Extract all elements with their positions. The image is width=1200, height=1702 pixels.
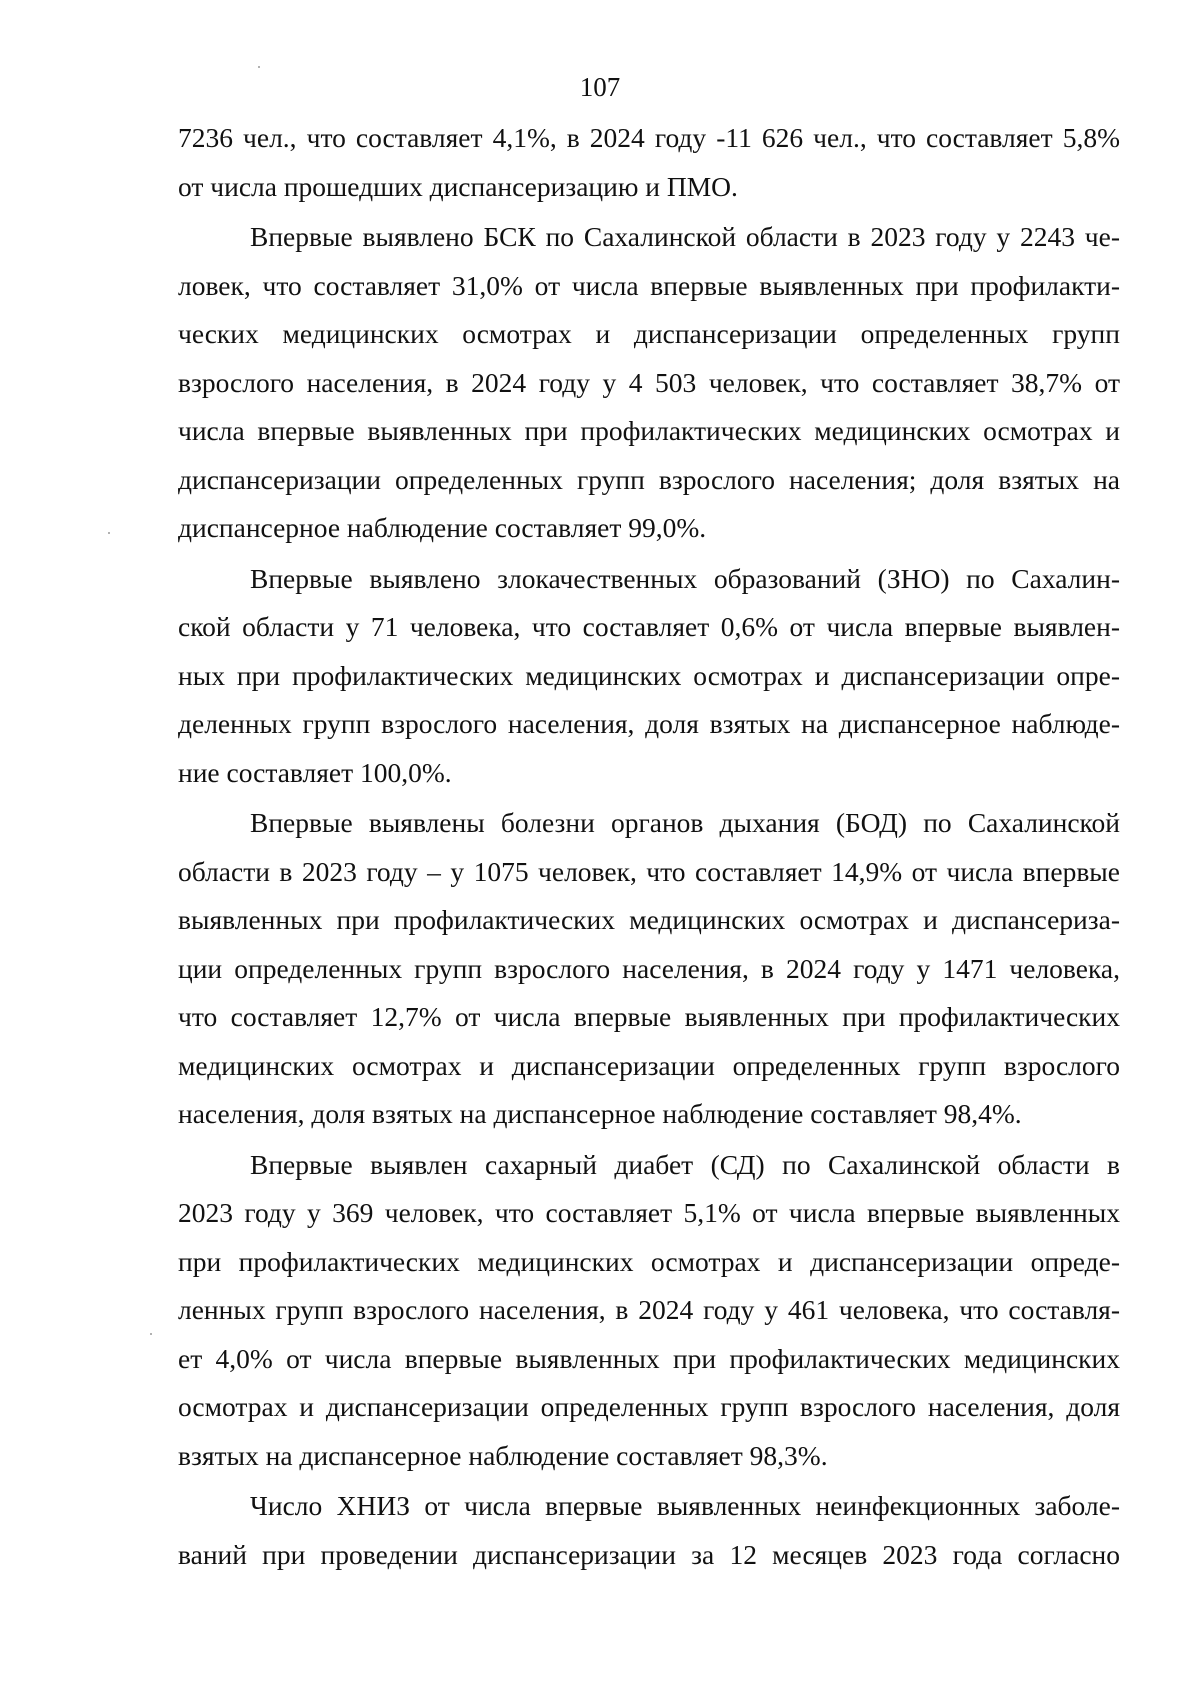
text-line: Число ХНИЗ от числа впервые выявленных неинфекционных заболе-: [250, 1490, 1120, 1521]
text-line: ет 4,0% от числа впервые выявленных при профилактических медицинских: [178, 1342, 1120, 1374]
scan-speck: [258, 66, 260, 68]
text-line: ленных групп взрослого населения, в 2024 году у 461 человека, что составля-: [178, 1294, 1120, 1325]
body-text: [178, 114, 1120, 1579]
text-line: ных при профилактических медицинских осмотрах и диспансеризации опре-: [178, 659, 1120, 691]
text-line: ческих медицинских осмотрах и диспансеризации определенных групп: [178, 318, 1120, 349]
text-line: населения, доля взятых на диспансерное наблюдение составляет 98,4%.: [178, 1098, 1022, 1129]
text-line: от числа прошедших диспансеризацию и ПМО.: [178, 170, 738, 202]
text-line: ской области у 71 человека, что составляет 0,6% от числа впервые выявлен-: [178, 611, 1120, 642]
text-line: ваний при проведении диспансеризации за 12 месяцев 2023 года согласно: [178, 1538, 1120, 1570]
text-line: области в 2023 году – у 1075 человек, что составляет 14,9% от числа впервые: [178, 855, 1120, 887]
scan-speck: [150, 1333, 152, 1335]
text-line: деленных групп взрослого населения, доля взятых на диспансерное наблюде-: [178, 708, 1120, 739]
text-line: взрослого населения, в 2024 году у 4 503 человек, что составляет 38,7% от: [178, 366, 1120, 398]
text-line: ции определенных групп взрослого населения, в 2024 году у 1471 человека,: [178, 952, 1120, 984]
text-line: ние составляет 100,0%.: [178, 756, 452, 788]
text-line: Впервые выявлено БСК по Сахалинской области в 2023 году у 2243 че-: [250, 221, 1120, 252]
scan-speck: [108, 532, 110, 534]
text-line: диспансеризации определенных групп взрослого населения; доля взятых на: [178, 463, 1120, 495]
text-line: числа впервые выявленных при профилактических медицинских осмотрах и: [178, 415, 1120, 446]
text-line: при профилактических медицинских осмотрах и диспансеризации опреде-: [178, 1245, 1120, 1277]
text-line: Впервые выявлено злокачественных образований (ЗНО) по Сахалин-: [250, 562, 1120, 594]
page-number: 107: [579, 72, 621, 102]
text-line: осмотрах и диспансеризации определенных групп взрослого населения, доля: [178, 1391, 1120, 1422]
text-line: диспансерное наблюдение составляет 99,0%.: [178, 512, 707, 543]
text-line: выявленных при профилактических медицинских осмотрах и диспансериза-: [178, 904, 1120, 935]
text-line: ловек, что составляет 31,0% от числа впервые выявленных при профилакти-: [178, 269, 1120, 301]
text-line: Впервые выявлены болезни органов дыхания (БОД) по Сахалинской: [250, 807, 1120, 838]
text-line: 7236 чел., что составляет 4,1%, в 2024 году -11 626 чел., что составляет 5,8%: [178, 122, 1120, 153]
text-line: что составляет 12,7% от числа впервые выявленных при профилактических: [178, 1001, 1120, 1032]
text-line: взятых на диспансерное наблюдение составляет 98,3%.: [178, 1439, 828, 1471]
text-line: 2023 году у 369 человек, что составляет 5,1% от числа впервые выявленных: [178, 1197, 1120, 1228]
text-line: медицинских осмотрах и диспансеризации определенных групп взрослого: [178, 1049, 1120, 1081]
text-line: Впервые выявлен сахарный диабет (СД) по Сахалинской области в: [250, 1148, 1120, 1180]
